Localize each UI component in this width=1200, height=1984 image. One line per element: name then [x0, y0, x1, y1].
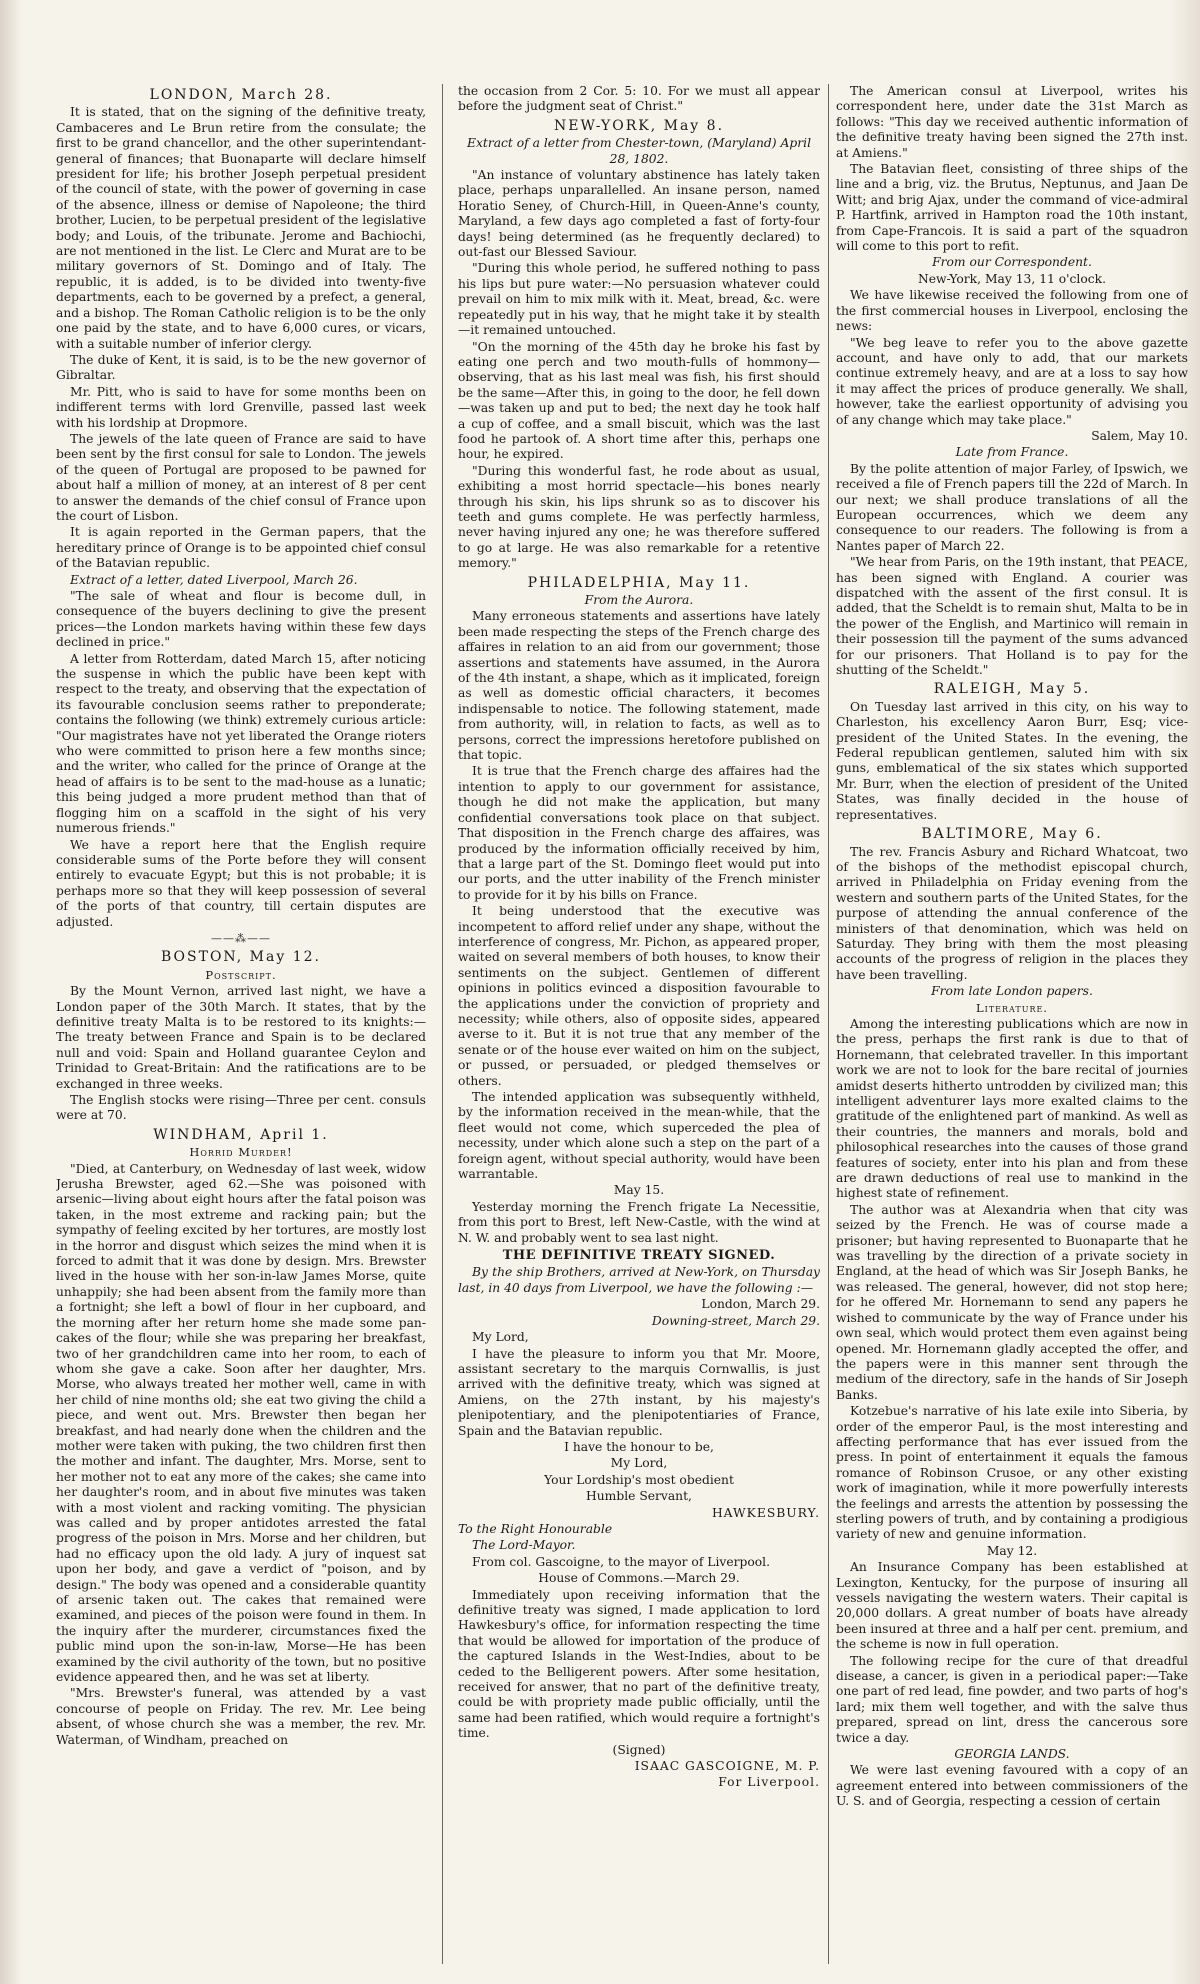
- boston-subheading: Postscript.: [205, 967, 277, 982]
- chestertown-extract-heading: Extract of a letter from Chester-town, (Maryland) April 28, 1802.: [466, 136, 812, 166]
- literature-paragraph-1: Among the interesting publications which are now in the press, perhaps the first rank is due to that of Hornemann, that celebrated traveller. In this important work we are not to look for the bare recital of journies amidst deserts hitherto untrodden by civilized man; this intelligent adventurer lays more exalted claims to the gratitude of the enlightened part of mankind. As well as their countries, the manners and morals, bold and philosophical researches into the causes of those grand features of society, enter into his plan and from these are drawn deductions of real use to mankind in the highest state of refinement.: [836, 1016, 1188, 1201]
- philadelphia-subheading: From the Aurora.: [584, 593, 694, 607]
- column-3: [836, 84, 1188, 1964]
- continued-text: the occasion from 2 Cor. 5: 10. For we must all appear before the judgment seat of Christ.": [458, 84, 820, 114]
- from-col-gascoigne: From col. Gascoigne, to the mayor of Liverpool.: [472, 1554, 771, 1569]
- col3-paragraph-7: An Insurance Company has been established at Lexington, Kentucky, for the purpose of insuring all vessels navigating the western waters. Their capital is 20,000 dollars. A great number of boats have already been insured at three and a half per cent. premium, and the scheme is now in full operation.: [836, 1560, 1188, 1652]
- definitive-treaty-heading: THE DEFINITIVE TREATY SIGNED.: [502, 1248, 776, 1264]
- column-rule-1: [442, 84, 443, 1964]
- georgia-lands-heading: GEORGIA LANDS.: [954, 1747, 1070, 1762]
- hawkesbury-signature: HAWKESBURY.: [711, 1505, 820, 1520]
- windham-paragraph-2: "Mrs. Brewster's funeral, was attended by a vast concourse of people on Friday. The rev. Mr. Lee being absent, of whose church she was a member, the rev. Mr. Waterman, of Windham, preached on: [56, 1686, 426, 1747]
- may15-dateline: May 15.: [613, 1183, 665, 1198]
- newyork-paragraph-1: "An instance of voluntary abstinence has lately taken place, perhaps unparallelled. An insane person, named Horatio Seney, of Church-Hill, in Queen-Anne's county, Maryland, a few days ago completed a fast of forty-four days! being determined (as he frequently declared) to out-fast our Blessed Saviour.: [458, 168, 820, 260]
- london-paragraph-2: The duke of Kent, it is said, is to be the new governor of Gibraltar.: [56, 352, 426, 383]
- late-from-france: Late from France.: [955, 445, 1069, 460]
- literature-paragraph-2: The author was at Alexandria when that city was seized by the French. He was of course made a prisoner; but having represented to Buonaparte that he was travelling by the direction of a private society in England, at the head of which was Sir Joseph Banks, he was released. The general, however, did not stop here; for he offered Mr. Hornemann to send any papers he wished to communicate by the way of France under his own seal, which would protect them even against being opened. Mr. Hornemann gladly accepted the offer, and the papers were in this manner sent through the medium of the directory, safe in the hands of Sir Joseph Banks.: [836, 1202, 1188, 1402]
- column-rule-2: [828, 84, 829, 1964]
- raleigh-paragraph: On Tuesday last arrived in this city, on his way to Charleston, his excellency Aaron Burr, Esq; vice-president of the United States. In the evening, the Federal republican gentlemen, saluted him with six guns, emblematical of the six states which supported Mr. Burr, when the election of president of the United States, was finally decided in the house of representatives.: [836, 699, 1188, 822]
- col3-paragraph-4: "We beg leave to refer you to the above gazette account, and have only to add, that our markets continue extremely heavy, and are at a loss to say how it may affect the prices of produce generally. We shall, however, take the earliest opportunity of advising you of any change which may take place.": [836, 335, 1188, 427]
- baltimore-dateline: BALTIMORE, May 6.: [921, 826, 1103, 843]
- philadelphia-paragraph-1: Many erroneous statements and assertions have lately been made respecting the steps of the French charge des affaires in relation to an aid from our government; those assertions and statements have assumed, in the Aurora of the 4th instant, a shape, which as it implicated, foreign as well as domestic official characters, it becomes indispensable to notice. The following statement, made from authority, will, in relation to facts, as well as to persons, correct the impressions heretofore published on that topic.: [458, 609, 820, 763]
- boston-paragraph-1: By the Mount Vernon, arrived last night, we have a London paper of the 30th March. It states, that by the definitive treaty Malta is to be restored to its knights:—The treaty between France and Spain is to be declared null and void: Spain and Holland guarantee Ceylon and Trinidad to Great-Britain: And the ratifications are to be exchanged in three weeks.: [56, 984, 426, 1091]
- salem-dateline: Salem, May 10.: [1091, 428, 1188, 443]
- boston-paragraph-2: The English stocks were rising—Three per cent. consuls were at 70.: [56, 1093, 426, 1123]
- col3-paragraph-8: The following recipe for the cure of that dreadful disease, a cancer, is given in a periodical paper:—Take one part of red lead, fine powder, and two parts of hog's lard; mix them well together, and with the salve thus prepared, spread on lint, dress the cancerous sore twice a day.: [836, 1653, 1188, 1745]
- newyork-paragraph-2: "During this whole period, he suffered nothing to pass his lips but pure water:—No persuasion whatever could prevail on him to mix milk with it. Meat, bread, &c. were repeatedly put in his way, that he might take it by stealth—it remained untouched.: [458, 261, 820, 338]
- column-2: [458, 84, 820, 1964]
- philadelphia-dateline: PHILADELPHIA, May 11.: [527, 574, 751, 591]
- gascoigne-signature: ISAAC GASCOIGNE, M. P.: [634, 1759, 820, 1774]
- from-london-papers: From late London papers.: [931, 984, 1093, 999]
- philadelphia-paragraph-3: It being understood that the executive was incompetent to afford relief under any shape, without the interference of congress, Mr. Pichon, as appeared proper, waited on several members of both houses, to know their sentiments on the subject. Gentlemen of different opinions in politics evinced a disposition favourable to the applications under the conviction of propriety and necessity; while others, also of opposite sides, appeared averse to it. But it is not true that any member of the senate or of the house ever waited on him on the subject, or pussed, or persuaded, or pledged themselves or others.: [458, 904, 820, 1088]
- literature-heading: Literature.: [976, 1000, 1048, 1015]
- london-paragraph-6: "The sale of wheat and flour is become dull, in consequence of the buyers declining to give the present prices—the London markets having within these few days declined in price.": [56, 589, 426, 650]
- signed-label: (Signed): [612, 1742, 666, 1757]
- windham-subheading: Horrid Murder!: [189, 1145, 293, 1160]
- boston-dateline: BOSTON, May 12.: [161, 949, 321, 966]
- house-of-commons-dateline: House of Commons.—March 29.: [538, 1571, 740, 1586]
- treaty-salutation: My Lord,: [472, 1330, 529, 1345]
- ornamental-divider: ——⁂——: [211, 931, 271, 945]
- london-paragraph-8: We have a report here that the English require considerable sums of the Porte before they will consent entirely to evacuate Egypt; but this is not probable; it is perhaps more so that they will keep possession of several of the ports of that country, till certain disputes are adjusted.: [56, 837, 426, 929]
- raleigh-dateline: RALEIGH, May 5.: [933, 681, 1091, 698]
- newyork-paragraph-4: "During this wonderful fast, he rode about as usual, exhibiting a most horrid spectacle—his bones nearly through his skin, his lips shrunk so as to discover his teeth and gums complete. He was perfectly harmless, never having injured any one; he was therefore suffered to go at large. He was also remarkable for a retentive memory.": [458, 463, 820, 571]
- baltimore-paragraph: The rev. Francis Asbury and Richard Whatcoat, two of the bishops of the methodist episcopal church, arrived in Philadelphia on Friday evening from the western and southern parts of the United States, for the purpose of attending the annual conference of the ministers of that denomination, which was held on Saturday. They bring with them the most pleasing accounts of the progress of religion in the places they have been travelling.: [836, 844, 1188, 982]
- newyork-dateline: NEW-YORK, May 8.: [553, 117, 725, 134]
- literature-paragraph-3: Kotzebue's narrative of his late exile into Siberia, by order of the emperor Paul, is the most interesting and affecting performance that has ever issued from the press. In point of entertainment it equals the famous romance of Robinson Crusoe, or any other existing work of imagination, while it more powerfully interests the feelings and arrests the attention by possessing the sterling powers of truth, and by containing a prodigious variety of new and genuine information.: [836, 1404, 1188, 1542]
- london-paragraph-3: Mr. Pitt, who is said to have for some months been on indifferent terms with lord Grenville, passed last week with his lordship at Dropmore.: [56, 384, 426, 430]
- for-liverpool: For Liverpool.: [718, 1775, 820, 1790]
- col3-paragraph-9: We were last evening favoured with a copy of an agreement entered into between commissioners of the U. S. and of Georgia, respecting a cession of certain: [836, 1763, 1188, 1809]
- col3-paragraph-3: We have likewise received the following from one of the first commercial houses in Liverpool, enclosing the news:: [836, 288, 1188, 334]
- treaty-salutation-2: My Lord,: [610, 1456, 668, 1471]
- liverpool-extract-heading: Extract of a letter, dated Liverpool, March 26.: [70, 572, 358, 587]
- newyork-paragraph-3: "On the morning of the 45th day he broke his fast by eating one perch and two mouth-fulls of hommony—observing, that as his last meal was fish, his first should be the same—After this, in going to the door, he fell down—was taken up and put to bed; the next day he took half a cup of coffee, and a small biscuit, which was the last food he partook of. A short time after this, perhaps one hour, he expired.: [458, 339, 820, 462]
- london-paragraph-7: A letter from Rotterdam, dated March 15, after noticing the suspense in which the public have been kept with respect to the treaty, and observing that the expectation of its favourable conclusion seems rather to preponderate; contains the following (we think) extremely curious article: "Our magistrates have not yet liberated the Orange rioters who were committed to prison here a few months since; and the writer, who called for the prince of Orange at the head of affairs is to be sent to the mad-house as a lunatic; this being judged a more prudent method than that of flogging him on a scaffold in the sight of his very numerous friends.": [56, 651, 426, 836]
- windham-dateline: WINDHAM, April 1.: [153, 1126, 329, 1143]
- windham-paragraph-1: "Died, at Canterbury, on Wednesday of last week, widow Jerusha Brewster, aged 62.—She was poisoned with arsenic—living about eight hours after the fatal poison was taken, in the most extreme and racking pain; but the sympathy of feeling excited by her tortures, are mostly lost in the horror and disgust which seizes the mind when it is forced to admit that it was done by design. Mrs. Brewster lived in the house with her son-in-law James Morse, quite unhappily; she had been absent from the family more than a fortnight; she left a bowl of flour in her cupboard, and the morning after her return home she made some pan-cakes of the flour; while she was preparing her breakfast, two of her grandchildren came into her room, to each of whom she gave a cake. Soon after her daughter, Mrs. Morse, who always treated her mother well, came in with her child of nine months old; she eat two giving the child a piece, and went out. Mrs. Brewster then began her breakfast, and had nearly done when the children and the mother were taken with puking, the two children first then the mother and infant. The daughter, Mrs. Morse, sent to her mother not to eat any more of the cakes; she came into her daughter's room, and in about five minutes was taken with a most violent and racking vomiting. The physician was called and by proper antidotes arrested the fatal progress of the poison in Mrs. Morse and her children, but had no efficacy upon the old lady. A jury of inquest sat upon her body, and gave a verdict of "poison, and by design." The body was opened and a considerable quantity of arsenic taken out. The cakes that remained were examined, and pieces of the poison were found in them. In the inquiry after the murderer, circumstances fixed the public mind upon the son-in-law, Morse—He has been examined by the civil authority of the town, but no positive evidence appeared then, and he was set at liberty.: [56, 1161, 426, 1685]
- philadelphia-paragraph-2: It is true that the French charge des affaires had the intention to apply to our government for assistance, though he did not make the application, but many confidential conversations took place on that subject. That disposition in the French charge des affaires, was produced by the information officially received by him, that a large part of the St. Domingo fleet would put into our ports, and the utter inability of the French minister to provide for it by his bills on France.: [458, 764, 820, 902]
- col3-paragraph-1: The American consul at Liverpool, writes his correspondent here, under date the 31st March as follows: "This day we received authentic information of the definitive treaty having been signed the 27th inst. at Amiens.": [836, 84, 1188, 160]
- may15-paragraph: Yesterday morning the French frigate La Necessitie, from this port to Brest, left New-Castle, with the wind at N. W. and probably went to sea last night.: [458, 1199, 820, 1245]
- treaty-honour: I have the honour to be,: [564, 1439, 714, 1454]
- treaty-date-downing: Downing-street, March 29.: [651, 1313, 820, 1328]
- col3-paragraph-2: The Batavian fleet, consisting of three ships of the line and a brig, viz. the Brutus, Neptunus, and Jaan De Witt; and brig Ajax, under the command of vice-admiral P. Hartfink, arrived in Hampton road the 10th instant, from Cape-Francois. It is said a part of the squadron will come to this port to refit.: [836, 162, 1188, 254]
- treaty-humble: Humble Servant,: [586, 1489, 692, 1504]
- treaty-date-london: London, March 29.: [701, 1297, 820, 1312]
- correspondent-heading: From our Correspondent.: [932, 255, 1092, 270]
- london-paragraph-1: It is stated, that on the signing of the definitive treaty, Cambaceres and Le Brun retire from the consulate; the first to be grand chancellor, and the other superintendant-general of finances; that Buonaparte will declare himself president for life; his brother Joseph perpetual president of the council of state, with the power of governing in case of the absence, illness or demise of Napoleone; the third brother, Lucien, to be perpetual president of the legislative body; and Louis, of the tribunate. Jerome and Bachiochi, are not mentioned in the list. Le Clerc and Murat are to be military governors of St. Domingo and of Italy. The republic, it is added, is to be divided into twenty-five departments, each to be governed by a prefect, a general, and a bishop. The Roman Catholic religion is to be the only one paid by the state, and to have 6,000 cures, or vicars, with a suitable number of inferior clergy.: [56, 105, 426, 351]
- newyork-time-dateline: New-York, May 13, 11 o'clock.: [917, 271, 1107, 286]
- col3-paragraph-5: By the polite attention of major Farley, of Ipswich, we received a file of French papers till the 22d of March. In our next; we shall produce translations of all the European occurrences, which we deem any consequence to our readers. The following is from a Nantes paper of March 22.: [836, 461, 1188, 553]
- treaty-obedient: Your Lordship's most obedient: [544, 1472, 734, 1487]
- may12-dateline: May 12.: [986, 1543, 1038, 1558]
- col3-paragraph-6: "We hear from Paris, on the 19th instant, that PEACE, has been signed with England. A courier was dispatched with the assent of the first consul. It is added, that the Scheldt is to remain shut, Malta to be in the power of the English, and Martinico will remain in their possession till the payment of the sums advanced for our prisoners. That Holland is to pay for the shutting of the Scheldt.": [836, 555, 1188, 678]
- treaty-intro: By the ship Brothers, arrived at New-York, on Thursday last, in 40 days from Liverpool, we have the following :—: [458, 1265, 820, 1295]
- commons-paragraph: Immediately upon receiving information that the definitive treaty was signed, I made application to lord Hawkesbury's office, for information respecting the time that would be allowed for importation of the produce of the captured Islands in the West-Indies, about to be ceded to the Belligerent powers. After some hesitation, received for answer, that no part of the definitive treaty, could be with propriety made public officially, until the same had been ratified, which would require a fortnight's time.: [458, 1587, 820, 1741]
- philadelphia-paragraph-4: The intended application was subsequently withheld, by the information received in the mean-while, that the fleet would not come, which superceded the plea of necessity, under which alone such a step on the part of a foreign agent, without special authority, would have been warrantable.: [458, 1090, 820, 1182]
- lord-mayor: The Lord-Mayor.: [472, 1538, 576, 1553]
- london-paragraph-4: The jewels of the late queen of France are said to have been sent by the first consul for sale to London. The jewels of the queen of Portugal are proposed to be pawned for about half a million of money, at an interest of 8 per cent to answer the demands of the chief consul of France upon the court of Lisbon.: [56, 431, 426, 523]
- london-dateline: LONDON, March 28.: [149, 87, 333, 103]
- column-1: [56, 84, 426, 1964]
- to-right-honourable: To the Right Honourable: [458, 1521, 613, 1536]
- london-paragraph-5: It is again reported in the German papers, that the hereditary prince of Orange is to be appointed chief consul of the Batavian republic.: [56, 525, 426, 571]
- treaty-letter-body: I have the pleasure to inform you that Mr. Moore, assistant secretary to the marquis Cornwallis, is just arrived with the definitive treaty, which was signed at Amiens, on the 27th instant, by his majesty's plenipotentiary, and the plenipotentiaries of France, Spain and the Batavian republic.: [458, 1346, 820, 1438]
